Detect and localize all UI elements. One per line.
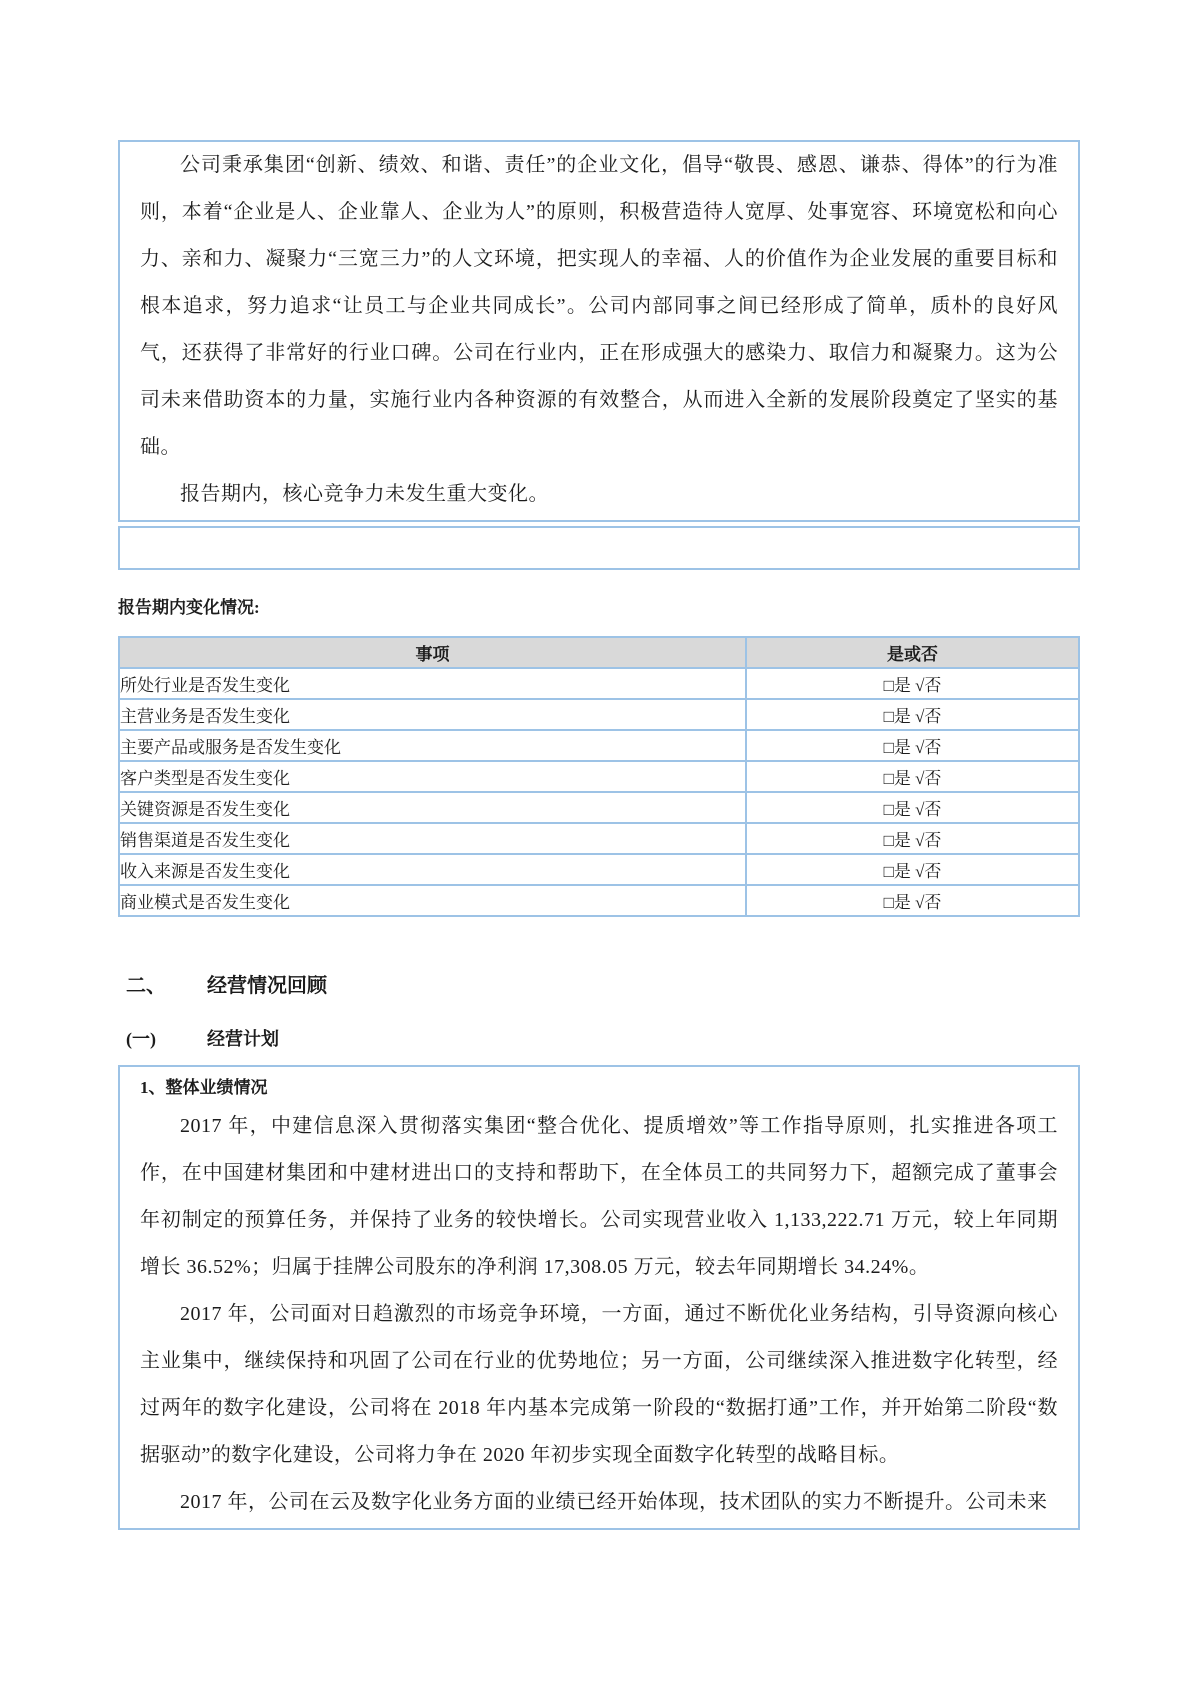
table-header-item: 事项: [119, 637, 746, 668]
table-row: [119, 854, 1079, 885]
empty-box: [118, 526, 1080, 570]
change-item-cell: 客户类型是否发生变化: [119, 761, 746, 792]
performance-box-title: 1、整体业绩情况: [140, 1078, 268, 1097]
performance-paragraph-2: 2017 年，公司面对日趋激烈的市场竞争环境，一方面，通过不断优化业务结构，引导资源向核心主业集中，继续保持和巩固了公司在行业的优势地位；另一方面，公司继续深入推进数字化转型，经过两年的数字化建设，公司将在 2018 年内基本完成第一阶段的“数据打通”工作，并开始第二阶段“数据驱动”的数字化建设，公司将力争在 2020 年初步实现全面数字化转型的战略目标。: [140, 1303, 1058, 1466]
yes-no-value: □是 √否: [746, 761, 1079, 792]
change-item-cell: 商业模式是否发生变化: [119, 885, 746, 916]
change-item-cell: 关键资源是否发生变化: [119, 792, 746, 823]
yes-no-value: □是 √否: [746, 854, 1079, 885]
table-row: [119, 761, 1079, 792]
table-header-yesno: 是或否: [746, 637, 1079, 668]
section-heading-operations-review: [126, 972, 327, 1000]
section-title: 经营情况回顾: [207, 975, 327, 997]
change-item-cell: 销售渠道是否发生变化: [119, 823, 746, 854]
subsection-heading-business-plan: [126, 1026, 279, 1052]
subsection-title: 经营计划: [207, 1029, 279, 1049]
changes-heading: 报告期内变化情况:: [118, 598, 260, 617]
competitiveness-paragraph-1: 公司秉承集团“创新、绩效、和谐、责任”的企业文化，倡导“敬畏、感恩、谦恭、得体”的行为准则，本着“企业是人、企业靠人、企业为人”的原则，积极营造待人宽厚、处事宽容、环境宽松和向心力、亲和力、凝聚力“三宽三力”的人文环境，把实现人的幸福、人的价值作为企业发展的重要目标和根本追求，努力追求“让员工与企业共同成长”。公司内部同事之间已经形成了简单，质朴的良好风气，还获得了非常好的行业口碑。公司在行业内，正在形成强大的感染力、取信力和凝聚力。这为公司未来借助资本的力量，实施行业内各种资源的有效整合，从而进入全新的发展阶段奠定了坚实的基础。: [140, 154, 1058, 458]
section-number: 二、: [126, 975, 166, 997]
changes-table: [118, 636, 1080, 917]
yes-no-value: □是 √否: [746, 668, 1079, 699]
table-row: [119, 699, 1079, 730]
overall-performance-box: [118, 1065, 1080, 1530]
table-row: [119, 730, 1079, 761]
change-item-cell: 主要产品或服务是否发生变化: [119, 730, 746, 761]
yes-no-value: □是 √否: [746, 699, 1079, 730]
competitiveness-paragraph-2: 报告期内，核心竞争力未发生重大变化。: [180, 483, 549, 505]
yes-no-value: □是 √否: [746, 730, 1079, 761]
table-row: [119, 668, 1079, 699]
yes-no-value: □是 √否: [746, 823, 1079, 854]
table-row: [119, 792, 1079, 823]
performance-paragraph-3: 2017 年，公司在云及数字化业务方面的业绩已经开始体现，技术团队的实力不断提升。公司未来: [180, 1491, 1048, 1513]
change-item-cell: 所处行业是否发生变化: [119, 668, 746, 699]
yes-no-value: □是 √否: [746, 885, 1079, 916]
change-item-cell: 收入来源是否发生变化: [119, 854, 746, 885]
table-header-row: [119, 637, 1079, 668]
change-item-cell: 主营业务是否发生变化: [119, 699, 746, 730]
table-row: [119, 823, 1079, 854]
yes-no-value: □是 √否: [746, 792, 1079, 823]
core-competitiveness-box: [118, 140, 1080, 522]
performance-paragraph-1: 2017 年，中建信息深入贯彻落实集团“整合优化、提质增效”等工作指导原则，扎实推进各项工作，在中国建材集团和中建材进出口的支持和帮助下，在全体员工的共同努力下，超额完成了董事会年初制定的预算任务，并保持了业务的较快增长。公司实现营业收入 1,133,222.71 万元，较上年同期增长 36.52%；归属于挂牌公司股东的净利润 17,308.05 万元，较去年同期增长 34.24%。: [140, 1115, 1058, 1278]
subsection-number: (一): [126, 1029, 156, 1049]
table-row: [119, 885, 1079, 916]
